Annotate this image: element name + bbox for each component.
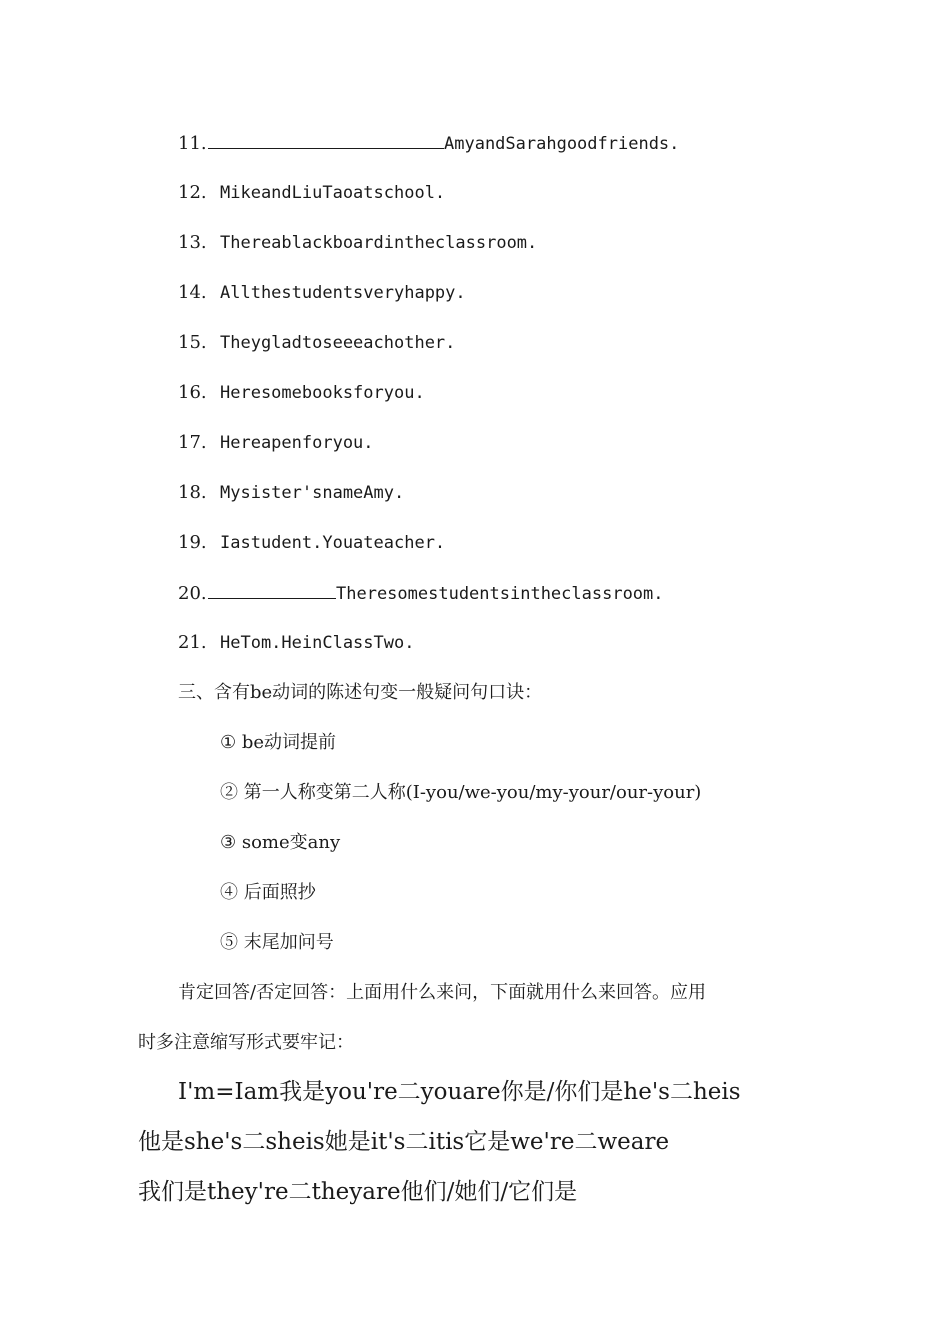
contractions-line: I'm=Iam我是you're二youare你是/你们是he's二heis [178, 1079, 741, 1105]
exercise-text: Mysister'snameAmy. [220, 483, 405, 503]
exercise-text: AmyandSarahgoodfriends. [444, 134, 680, 154]
exercise-number: 20. [178, 583, 207, 604]
answer-blank [208, 130, 444, 149]
exercise-item [178, 380, 425, 406]
rule-item: ④ 后面照抄 [220, 882, 316, 903]
contractions-line: 他是she's二sheis她是it's二itis它是we're二weare [138, 1129, 670, 1155]
exercise-text: Heresomebooksforyou. [220, 383, 425, 403]
exercise-item [178, 280, 466, 306]
exercise-number: 21. [178, 632, 207, 653]
exercise-text: Hereapenforyou. [220, 433, 374, 453]
exercise-item [178, 480, 404, 506]
exercise-number: 13. [178, 232, 207, 253]
exercise-number: 14. [178, 282, 207, 303]
exercise-text: Theresomestudentsintheclassroom. [336, 584, 664, 604]
exercise-text: HeTom.HeinClassTwo. [220, 633, 415, 653]
exercise-number: 19. [178, 532, 207, 553]
exercise-text: Theygladtoseeeachother. [220, 333, 456, 353]
exercise-text: Allthestudentsveryhappy. [220, 283, 466, 303]
exercise-number: 15. [178, 332, 207, 353]
contractions-line: 我们是they're二theyare他们/她们/它们是 [138, 1179, 578, 1205]
exercise-item [178, 580, 664, 607]
exercise-item [178, 230, 537, 256]
rule-item: ⑤ 末尾加问号 [220, 932, 334, 953]
rule-item: ② 第一人称变第二人称(I-you/we-you/my-your/our-your) [220, 782, 702, 803]
rule-item: ① be动词提前 [220, 732, 337, 753]
exercise-number: 18. [178, 482, 207, 503]
exercise-number: 16. [178, 382, 207, 403]
exercise-number: 11. [178, 133, 207, 154]
exercise-item [178, 430, 374, 456]
answer-blank [208, 580, 336, 599]
answer-note: 肯定回答/否定回答：上面用什么来问，下面就用什么来回答。应用 [178, 982, 707, 1003]
exercise-text: Thereablackboardintheclassroom. [220, 233, 538, 253]
exercise-number: 12. [178, 182, 207, 203]
exercise-item [178, 180, 445, 206]
exercise-text: Iastudent.Youateacher. [220, 533, 446, 553]
exercise-item [178, 330, 455, 356]
exercise-item [178, 130, 679, 157]
exercise-item [178, 630, 414, 656]
exercise-item [178, 530, 445, 556]
answer-note-continued: 时多注意缩写形式要牢记： [138, 1032, 354, 1053]
exercise-text: MikeandLiuTaoatschool. [220, 183, 446, 203]
section-heading: 三、含有be动词的陈述句变一般疑问句口诀： [178, 682, 543, 703]
rule-item: ③ some变any [220, 832, 341, 853]
exercise-number: 17. [178, 432, 207, 453]
